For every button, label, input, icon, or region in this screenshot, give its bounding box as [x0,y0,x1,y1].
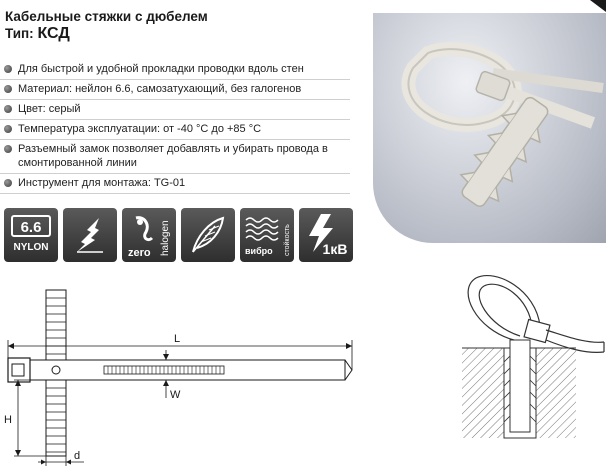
bullet-icon [4,85,12,93]
feature-item: Температура эксплуатации: от -40 °С до +85 °С [0,120,350,140]
feather-icon [181,208,235,262]
tie-head [8,358,30,382]
dowel-bottom [46,380,66,456]
height-label: H [4,414,12,426]
feature-list [0,60,350,194]
feature-item: Инструмент для монтажа: TG-01 [0,174,350,194]
feature-item: Цвет: серый [0,100,350,120]
flame-retardant-icon [63,208,117,262]
resistance-label: стойкость [284,224,291,256]
halogen-label: halogen [160,220,171,256]
bullet-icon [4,125,12,133]
wall-right [536,348,576,438]
product-photo [373,13,606,243]
nylon-badge-top: 6.6 [20,219,42,236]
width-label: W [170,389,181,401]
bullet-icon [4,65,12,73]
product-type [5,25,208,42]
vibro-label: вибро [245,246,273,256]
nylon-badge-bottom: NYLON [13,242,49,253]
nylon-badge [4,208,58,262]
length-label: L [174,333,181,345]
property-badges [4,208,353,262]
bullet-icon [4,179,12,187]
wall-left [462,348,504,438]
installation-section-view [436,270,606,469]
feature-item: Для быстрой и удобной прокладки проводки вдоль стен [0,60,350,80]
bullet-icon [4,105,12,113]
feature-item: Материал: нейлон 6.6, самозатухающий, без галогенов [0,80,350,100]
bullet-icon [4,145,12,153]
dowel-top [46,290,66,360]
product-name: Кабельные стяжки с дюбелем [5,9,208,24]
type-label: Тип: [5,26,38,41]
voltage-label: 1кВ [322,241,348,257]
voltage-icon [299,208,353,262]
vibration-resistant-icon [240,208,294,262]
diameter-label: d [74,450,81,462]
corner-mark [590,0,606,12]
type-value: КСД [37,25,70,42]
zero-label: zero [128,247,151,259]
product-title [5,8,208,42]
feature-item: Разъемный замок позволяет добавлять и убирать провода в смонтированной линии [0,140,350,174]
dimension-drawing [0,280,360,469]
zero-halogen-icon [122,208,176,262]
